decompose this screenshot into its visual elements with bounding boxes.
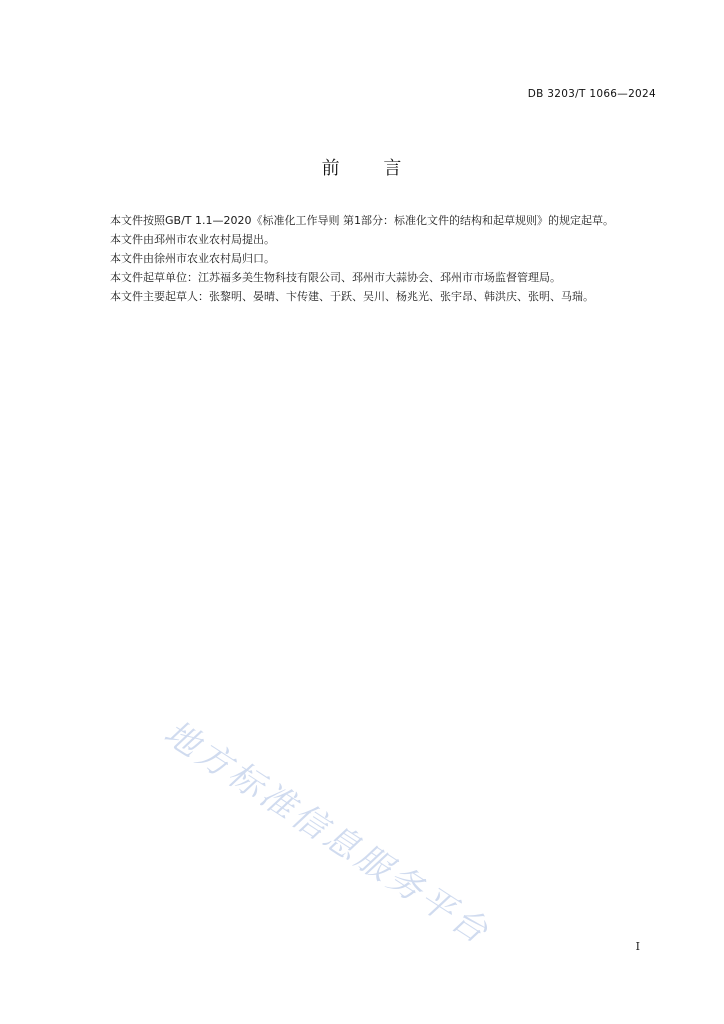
watermark: 地方标准信息服务平台: [156, 712, 498, 954]
paragraph-main-drafters: 本文件主要起草人：张黎明、晏晴、卞传建、于跃、吴川、杨兆光、张宇昂、韩洪庆、张明、马瑞。: [110, 290, 594, 303]
page-number: I: [635, 940, 640, 953]
paragraph-drafting-units: 本文件起草单位：江苏福多美生物科技有限公司、邳州市大蒜协会、邳州市市场监督管理局。: [110, 271, 561, 284]
paragraph-drafting-basis: 本文件按照GB/T 1.1—2020《标准化工作导则 第1部分：标准化文件的结构和起草规则》的规定起草。: [110, 214, 614, 227]
page-title: 前 言: [321, 158, 403, 179]
foreword-body: [88, 211, 658, 306]
paragraph-administrator: 本文件由徐州市农业农村局归口。: [110, 252, 275, 265]
document-code: DB 3203/T 1066—2024: [527, 88, 656, 100]
paragraph-proposer: 本文件由邳州市农业农村局提出。: [110, 233, 275, 246]
